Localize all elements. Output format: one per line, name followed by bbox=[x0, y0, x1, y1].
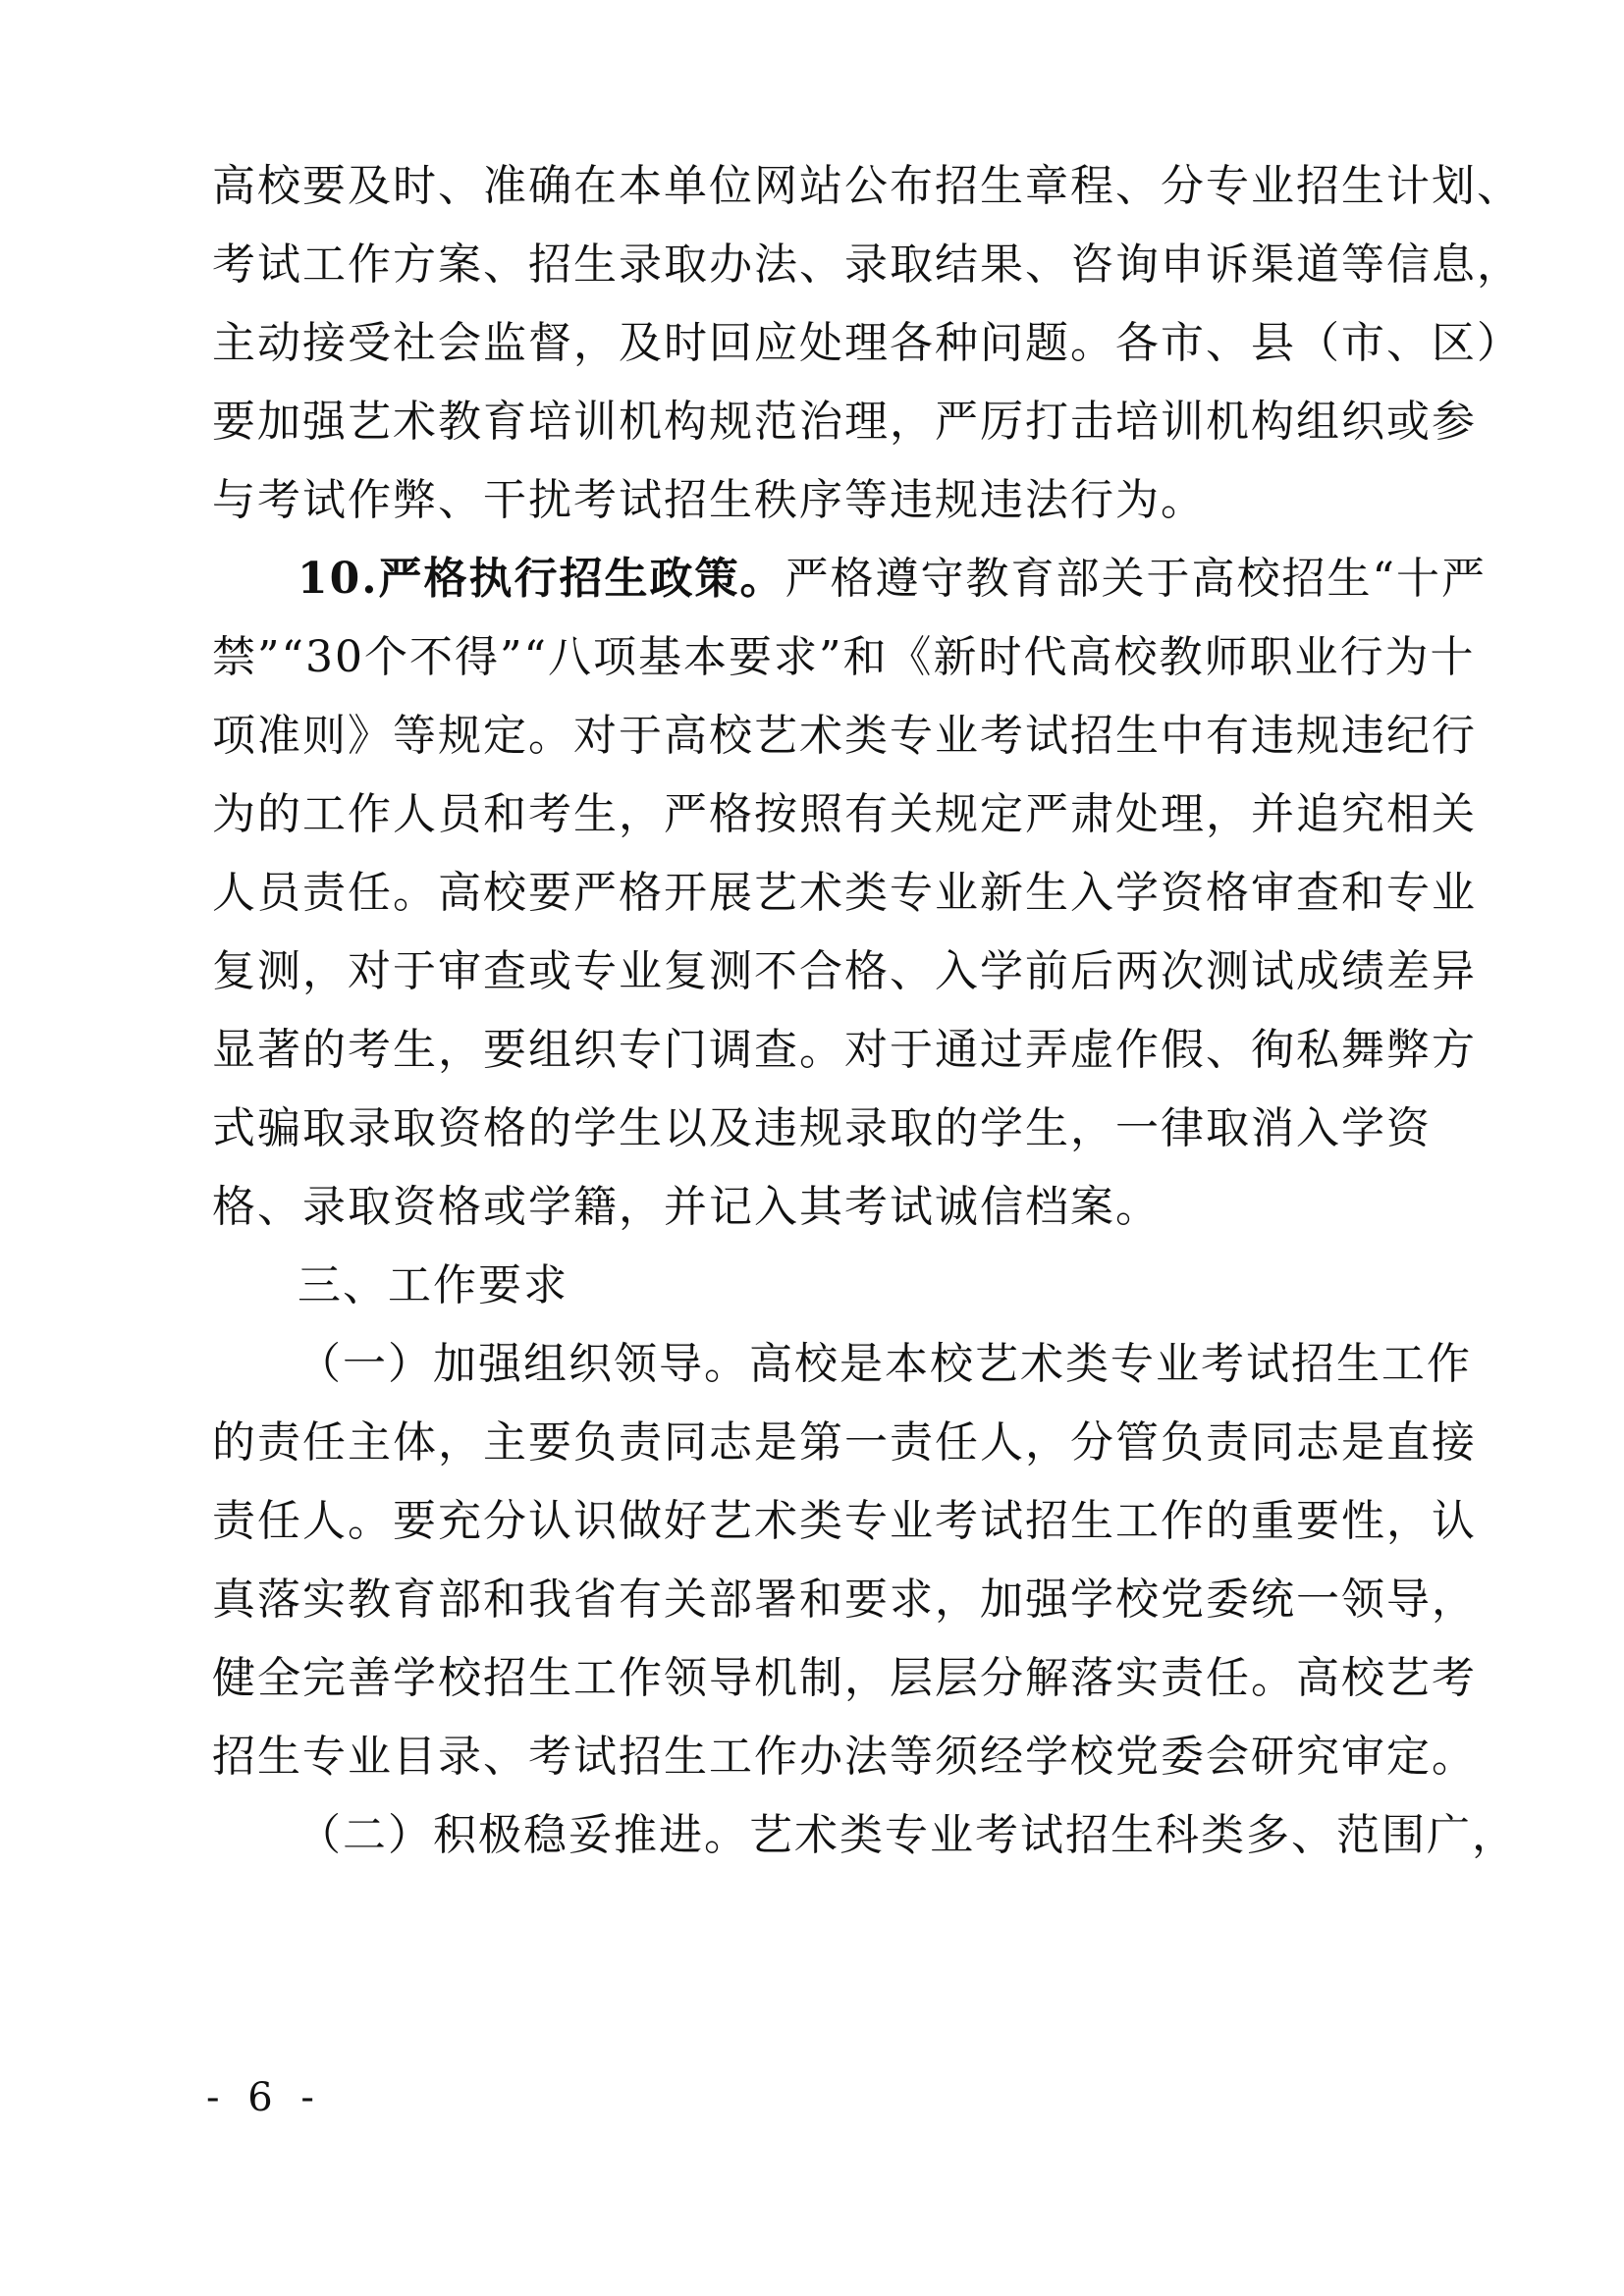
text-line-12: 显著的考生，要组织专门调查。对于通过弄虚作假、徇私舞弊方 bbox=[212, 1025, 1477, 1075]
text-line-5: 与考试作弊、干扰考试招生秩序等违规违法行为。 bbox=[212, 475, 1206, 525]
text-line-20: 健全完善学校招生工作领导机制，层层分解落实责任。高校艺考 bbox=[212, 1653, 1477, 1703]
section-heading-3: 三、工作要求 bbox=[298, 1260, 568, 1310]
section-heading-10: 10.严格执行招生政策。 bbox=[298, 554, 785, 604]
text-line-13: 式骗取录取资格的学生以及违规录取的学生，一律取消入学资 bbox=[212, 1103, 1432, 1153]
paragraph-10-first-line bbox=[298, 550, 1487, 609]
text-line-8: 项准则》等规定。对于高校艺术类专业考试招生中有违规违纪行 bbox=[212, 711, 1477, 761]
text-line-4: 要加强艺术教育培训机构规范治理，严厉打击培训机构组织或参 bbox=[212, 397, 1477, 447]
text-line-14: 格、录取资格或学籍，并记入其考试诚信档案。 bbox=[212, 1182, 1161, 1232]
text-line-7: 禁”“30个不得”“八项基本要求”和《新时代高校教师职业行为十 bbox=[212, 632, 1476, 682]
text-line-19: 真落实教育部和我省有关部署和要求，加强学校党委统一领导， bbox=[212, 1575, 1477, 1625]
text-line-16: （一）加强组织领导。高校是本校艺术类专业考试招生工作 bbox=[298, 1339, 1472, 1389]
text-line-10: 人员责任。高校要严格开展艺术类专业新生入学资格审查和专业 bbox=[212, 868, 1477, 918]
text-line-3: 主动接受社会监督，及时回应处理各种问题。各市、县（市、区） bbox=[212, 318, 1522, 368]
text-line-6: 严格遵守教育部关于高校招生“十严 bbox=[785, 554, 1488, 604]
text-line-18: 责任人。要充分认识做好艺术类专业考试招生工作的重要性，认 bbox=[212, 1496, 1477, 1546]
text-line-21: 招生专业目录、考试招生工作办法等须经学校党委会研究审定。 bbox=[212, 1732, 1477, 1782]
text-line-17: 的责任主体，主要负责同志是第一责任人，分管负责同志是直接 bbox=[212, 1417, 1477, 1468]
text-line-2: 考试工作方案、招生录取办法、录取结果、咨询申诉渠道等信息， bbox=[212, 240, 1522, 290]
text-line-22: （二）积极稳妥推进。艺术类专业考试招生科类多、范围广， bbox=[298, 1810, 1517, 1860]
text-line-9: 为的工作人员和考生，严格按照有关规定严肃处理，并追究相关 bbox=[212, 789, 1477, 839]
text-line-11: 复测，对于审查或专业复测不合格、入学前后两次测试成绩差异 bbox=[212, 946, 1477, 996]
page-number: - 6 - bbox=[206, 2075, 322, 2120]
text-line-1: 高校要及时、准确在本单位网站公布招生章程、分专业招生计划、 bbox=[212, 161, 1522, 211]
